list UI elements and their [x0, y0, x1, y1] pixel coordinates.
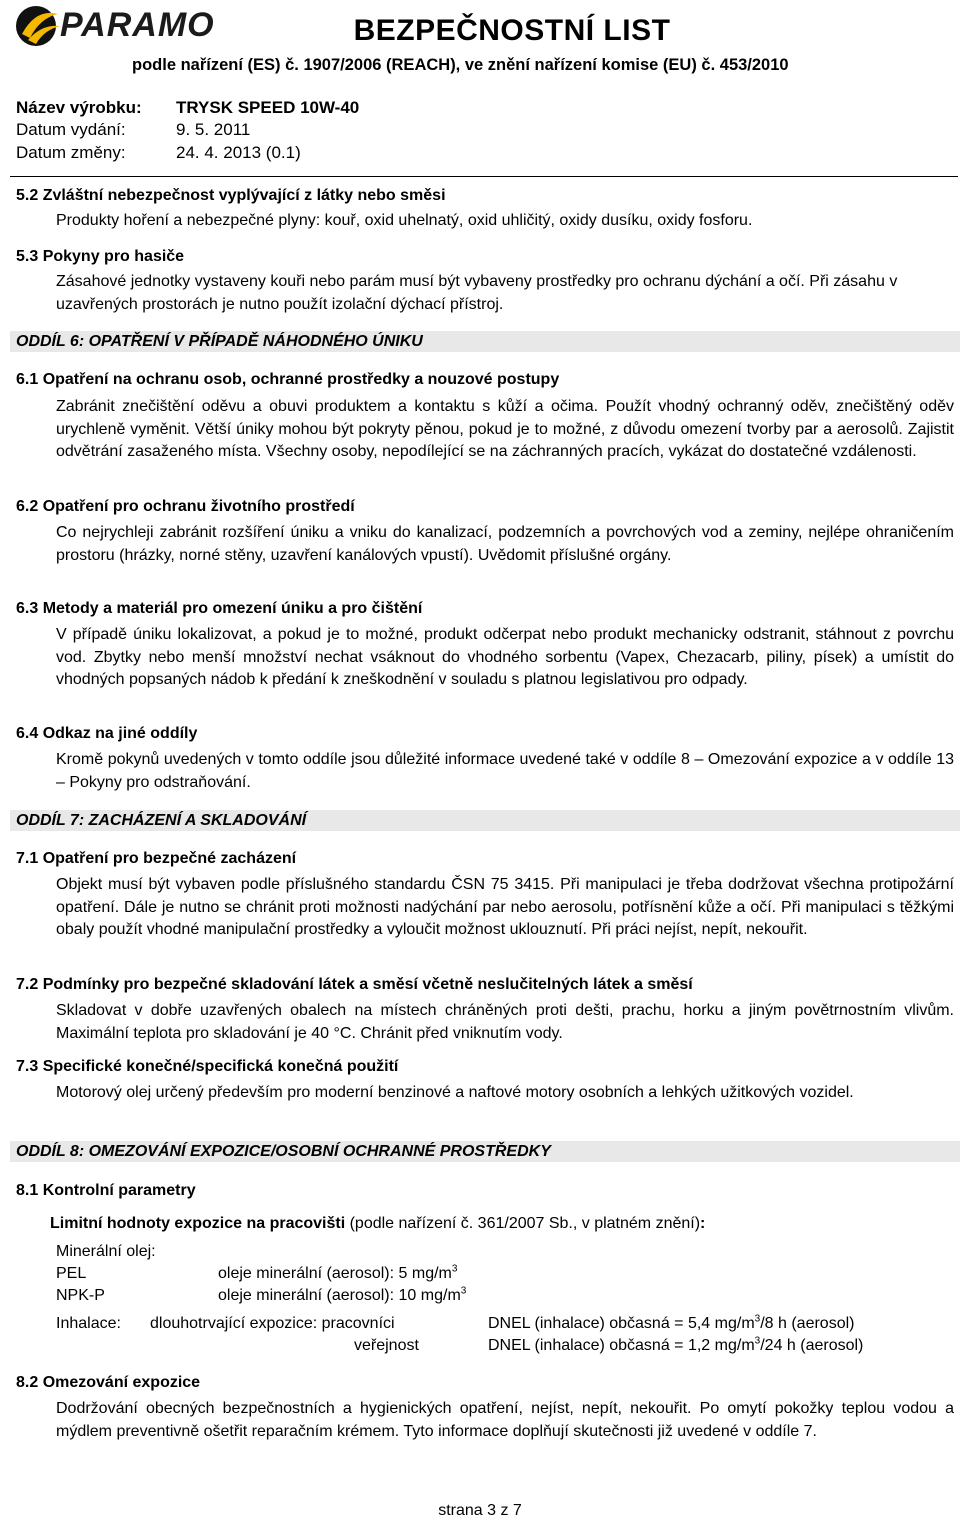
text-6-3: V případě úniku lokalizovat, a pokud je to možné, produkt odčerpat nebo produkt mechanicky odstranit, stáhnout z povrchu vod. Zbytky nebo menší množství nechat vsáknout do vhodného sorbentu (Vapex, Chezacarb, piliny, písek) a umístit do vhodných popsaných nádob k předání k zneškodnění v souladu s platnou legislativou pro odpady.: [56, 626, 954, 688]
heading-6-4: 6.4 Odkaz na jiné oddíly: [16, 725, 198, 742]
dnel-workers: [488, 1315, 854, 1333]
section-8-heading: ODDÍL 8: OMEZOVÁNÍ EXPOZICE/OSOBNÍ OCHRANNÉ PROSTŘEDKY: [10, 1141, 960, 1162]
heading-7-1: 7.1 Opatření pro bezpečné zacházení: [16, 850, 297, 867]
product-name-row: [16, 98, 359, 118]
inhalation-public: veřejnost: [354, 1337, 419, 1354]
document-title: BEZPEČNOSTNÍ LIST: [353, 14, 671, 47]
dnel-workers-value: DNEL (inhalace) občasná = 5,4 mg/m: [488, 1315, 755, 1332]
change-date-row: [16, 143, 301, 163]
text-5-2: Produkty hoření a nebezpečné plyny: kouř, oxid uhelnatý, oxid uhličitý, oxidy dusíku, oxidy fosforu.: [56, 212, 753, 229]
dnel-workers-unit: /8 h (aerosol): [760, 1315, 855, 1332]
inhalation-label: Inhalace:: [56, 1315, 121, 1332]
heading-7-2: 7.2 Podmínky pro bezpečné skladování látek a směsí včetně neslučitelných látek a směsí: [16, 976, 693, 993]
text-7-1: Objekt musí být vybaven podle příslušného standardu ČSN 75 3415. Při manipulaci je třeba dodržovat všechna protipožární opatření. Dále je nutno se chránit proti možnosti nadýchání par nebo aerosolu, potřísnění kůže a očí. Při manipulaci s těžkými obaly použít vhodné manipulační prostředky a vyloučit možnost uklouznutí. Při práci nejíst, nepít, nekouřit.: [56, 876, 954, 938]
issue-date-row: [16, 120, 250, 140]
heading-5-2: 5.2 Zvláštní nebezpečnost vyplývající z látky nebo směsi: [16, 187, 446, 204]
section-7-heading: ODDÍL 7: ZACHÁZENÍ A SKLADOVÁNÍ: [10, 810, 960, 831]
header-divider: [10, 176, 958, 177]
pel-value: oleje minerální (aerosol): 5 mg/m: [218, 1265, 452, 1282]
pel-value-row: [218, 1265, 457, 1283]
heading-6-2: 6.2 Opatření pro ochranu životního prostředí: [16, 498, 355, 515]
text-5-3: Zásahové jednotky vystaveny kouři nebo parám musí být vybaveny prostředky pro ochranu dýchání a očí. Při zásahu v uzavřených prostorách je nutno použít izolační dýchací přístroj.: [56, 273, 898, 313]
heading-5-3: 5.3 Pokyny pro hasiče: [16, 248, 185, 265]
pel-label: PEL: [56, 1265, 87, 1282]
pel-exponent: 3: [451, 1263, 458, 1275]
text-6-4: Kromě pokynů uvedených v tomto oddíle jsou důležité informace uvedené také v oddíle 8 – Omezování expozice a v oddíle 13 – Pokyny pro odstraňování.: [56, 751, 954, 791]
dnel-workers-exponent: 3: [754, 1313, 761, 1325]
heading-7-3: 7.3 Specifické konečné/specifická konečná použití: [16, 1058, 399, 1075]
text-7-3: Motorový olej určený především pro moderní benzinové a naftové motory osobních a lehkých užitkových vozidel.: [56, 1084, 854, 1101]
heading-6-1: 6.1 Opatření na ochranu osob, ochranné prostředky a nouzové postupy: [16, 371, 560, 388]
issue-date-value: 9. 5. 2011: [176, 120, 251, 139]
mineral-oil-label: Minerální olej:: [56, 1243, 156, 1260]
page-number: strana 3 z 7: [438, 1502, 522, 1519]
text-8-2: Dodržování obecných bezpečnostních a hygienických opatření, nejíst, nepít, nekouřit. Po omytí pokožky teplou vodou a mýdlem preventivně ošetřit reparačním krémem. Tyto informace doplňují skutečnosti již uvedené v oddíle 7.: [56, 1400, 954, 1440]
heading-8-1: 8.1 Kontrolní parametry: [16, 1182, 196, 1199]
limits-source: (podle nařízení č. 361/2007 Sb., v platném znění): [345, 1215, 701, 1232]
product-name-label: Název výrobku:: [16, 98, 142, 117]
heading-6-3: 6.3 Metody a materiál pro omezení úniku a pro čištění: [16, 600, 423, 617]
change-date-label: Datum změny:: [16, 143, 126, 162]
change-date-value: 24. 4. 2013 (0.1): [176, 143, 301, 162]
npk-exponent: 3: [460, 1285, 467, 1297]
limits-line: [50, 1215, 705, 1233]
dnel-public-value: DNEL (inhalace) občasná = 1,2 mg/m: [488, 1337, 755, 1354]
dnel-public: [488, 1337, 863, 1355]
logo-text: PARAMO: [60, 6, 215, 44]
text-6-2: Co nejrychleji zabránit rozšíření úniku a vniku do kanalizací, podzemních a povrchových vod a zeminy, nejlépe ohraničením prostoru (hrázky, norné stěny, uzavření kanálových vpustí). Uvědomit příslušné orgány.: [56, 524, 954, 564]
issue-date-label: Datum vydání:: [16, 120, 126, 139]
inhalation-type: dlouhotrvající expozice: pracovníci: [150, 1315, 395, 1332]
dnel-public-unit: /24 h (aerosol): [760, 1337, 864, 1354]
npk-value: oleje minerální (aerosol): 10 mg/m: [218, 1287, 461, 1304]
product-name-value: TRYSK SPEED 10W-40: [176, 98, 360, 117]
document-subtitle: podle nařízení (ES) č. 1907/2006 (REACH), ve znění nařízení komise (EU) č. 453/2010: [132, 56, 789, 74]
section-6-heading: ODDÍL 6: OPATŘENÍ V PŘÍPADĚ NÁHODNÉHO ÚNIKU: [10, 331, 960, 352]
heading-8-2: 8.2 Omezování expozice: [16, 1374, 201, 1391]
text-7-2: Skladovat v dobře uzavřených obalech na místech chráněných proti dešti, prachu, horku a jiným povětrnostním vlivům. Maximální teplota pro skladování je 40 °C. Chránit před vniknutím vody.: [56, 1002, 954, 1042]
limits-title: Limitní hodnoty expozice na pracovišti: [50, 1215, 346, 1232]
limits-colon: :: [700, 1215, 706, 1232]
text-6-1: Zabránit znečištění oděvu a obuvi produktem a kontaktu s kůží a očima. Použít vhodný ochranný oděv, znečištěný oděv urychleně vyměnit. Větší úniky mohou být pokryty pěnou, pokud je to možné, z důvodu omezení tvorby par a aerosolů. Zajistit odvětrání zasaženého místa. Všechny osoby, nepodílející se na záchranných pracích, vykázat do dostatečné vzdálenosti.: [56, 398, 954, 460]
dnel-public-exponent: 3: [754, 1335, 761, 1347]
npk-value-row: [218, 1287, 466, 1305]
npk-label: NPK-P: [56, 1287, 105, 1304]
